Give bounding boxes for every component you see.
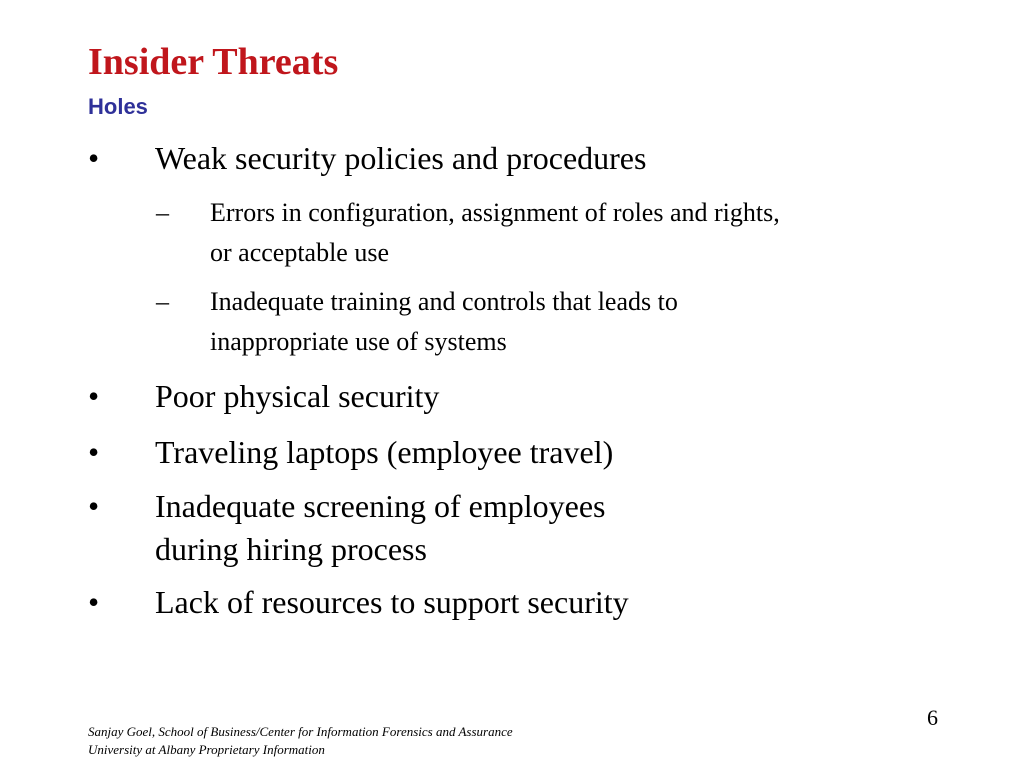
bullet-line-2: during hiring process [155, 531, 427, 567]
sub-bullet-item-1 [156, 193, 780, 273]
footer-line-1: Sanjay Goel, School of Business/Center for Information Forensics and Assurance [88, 724, 513, 739]
bullet-marker: • [88, 434, 100, 470]
bullet-marker: • [88, 488, 100, 524]
bullet-marker: • [88, 378, 100, 414]
bullet-item-2 [88, 375, 439, 418]
bullet-text: Weak security policies and procedures [155, 140, 647, 176]
page-number: 6 [927, 705, 938, 730]
bullet-marker: • [88, 584, 100, 620]
sub-bullet-line-2: or acceptable use [210, 238, 390, 267]
sub-bullet-item-2 [156, 282, 678, 362]
slide-subtitle: Holes [88, 94, 148, 119]
sub-bullet-line-2: inappropriate use of systems [210, 327, 507, 356]
sub-bullet-line-1: Errors in configuration, assignment of roles and rights, [210, 198, 780, 227]
bullet-text: Lack of resources to support security [155, 584, 629, 620]
bullet-text [155, 485, 605, 571]
bullet-item-5 [88, 581, 629, 624]
sub-bullet-text [210, 282, 678, 362]
dash-marker: – [156, 198, 169, 227]
slide-footer [88, 723, 513, 759]
bullet-text: Poor physical security [155, 378, 440, 414]
bullet-item-4 [88, 485, 605, 571]
sub-bullet-line-1: Inadequate training and controls that leads to [210, 287, 678, 316]
dash-marker: – [156, 287, 169, 316]
bullet-item-3 [88, 431, 613, 474]
bullet-text: Traveling laptops (employee travel) [155, 434, 614, 470]
footer-line-2: University at Albany Proprietary Information [88, 742, 325, 757]
bullet-line-1: Inadequate screening of employees [155, 488, 606, 524]
slide-title: Insider Threats [88, 41, 339, 83]
bullet-marker: • [88, 140, 100, 176]
sub-bullet-text [210, 193, 780, 273]
bullet-item-1 [88, 137, 646, 180]
